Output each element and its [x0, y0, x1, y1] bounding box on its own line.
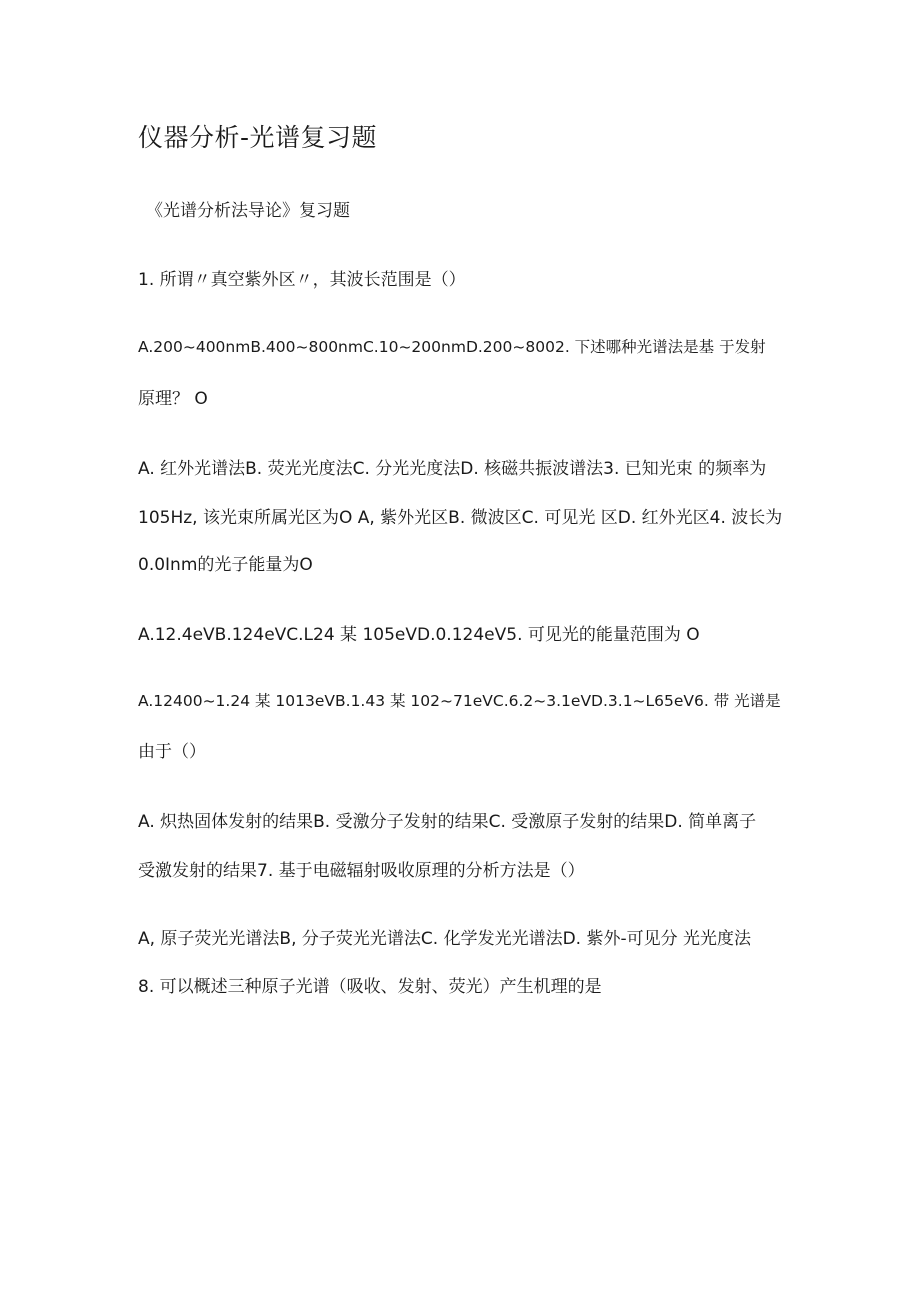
- question-line: 由于（）: [138, 742, 206, 762]
- question-line: A.12400~1.24 某 1013eVB.1.43 某 102~71eVC.6.2~3.1eVD.3.1~L65eV6. 带 光谱是: [138, 692, 781, 710]
- document-title: 仪器分析-光谱复习题: [138, 123, 378, 152]
- question-line: A.12.4eVB.124eVC.L24 某 105eVD.0.124eV5. 可见光的能量范围为 O: [138, 625, 700, 645]
- question-line: A. 红外光谱法B. 荧光光度法C. 分光光度法D. 核磁共振波谱法3. 已知光束 的频率为: [138, 459, 767, 479]
- question-line: 105Hz, 该光束所属光区为O A, 紫外光区B. 微波区C. 可见光 区D. 红外光区4. 波长为: [138, 508, 783, 528]
- question-line: 受激发射的结果7. 基于电磁辐射吸收原理的分析方法是（）: [138, 861, 585, 881]
- document-subtitle: 《光谱分析法导论》复习题: [146, 201, 350, 221]
- question-line: 0.0Inm的光子能量为O: [138, 555, 313, 575]
- question-line: A, 原子荧光光谱法B, 分子荧光光谱法C. 化学发光光谱法D. 紫外-可见分 光光度法: [138, 929, 752, 949]
- question-line: A.200~400nmB.400~800nmC.10~200nmD.200~8002. 下述哪种光谱法是基 于发射: [138, 338, 766, 356]
- question-line: 1. 所谓〃真空紫外区〃，其波长范围是（）: [138, 270, 466, 290]
- question-line: A. 炽热固体发射的结果B. 受激分子发射的结果C. 受激原子发射的结果D. 简单离子: [138, 812, 757, 832]
- question-line: 8. 可以概述三种原子光谱（吸收、发射、荧光）产生机理的是: [138, 977, 602, 997]
- question-line: 原理？ O: [138, 389, 208, 409]
